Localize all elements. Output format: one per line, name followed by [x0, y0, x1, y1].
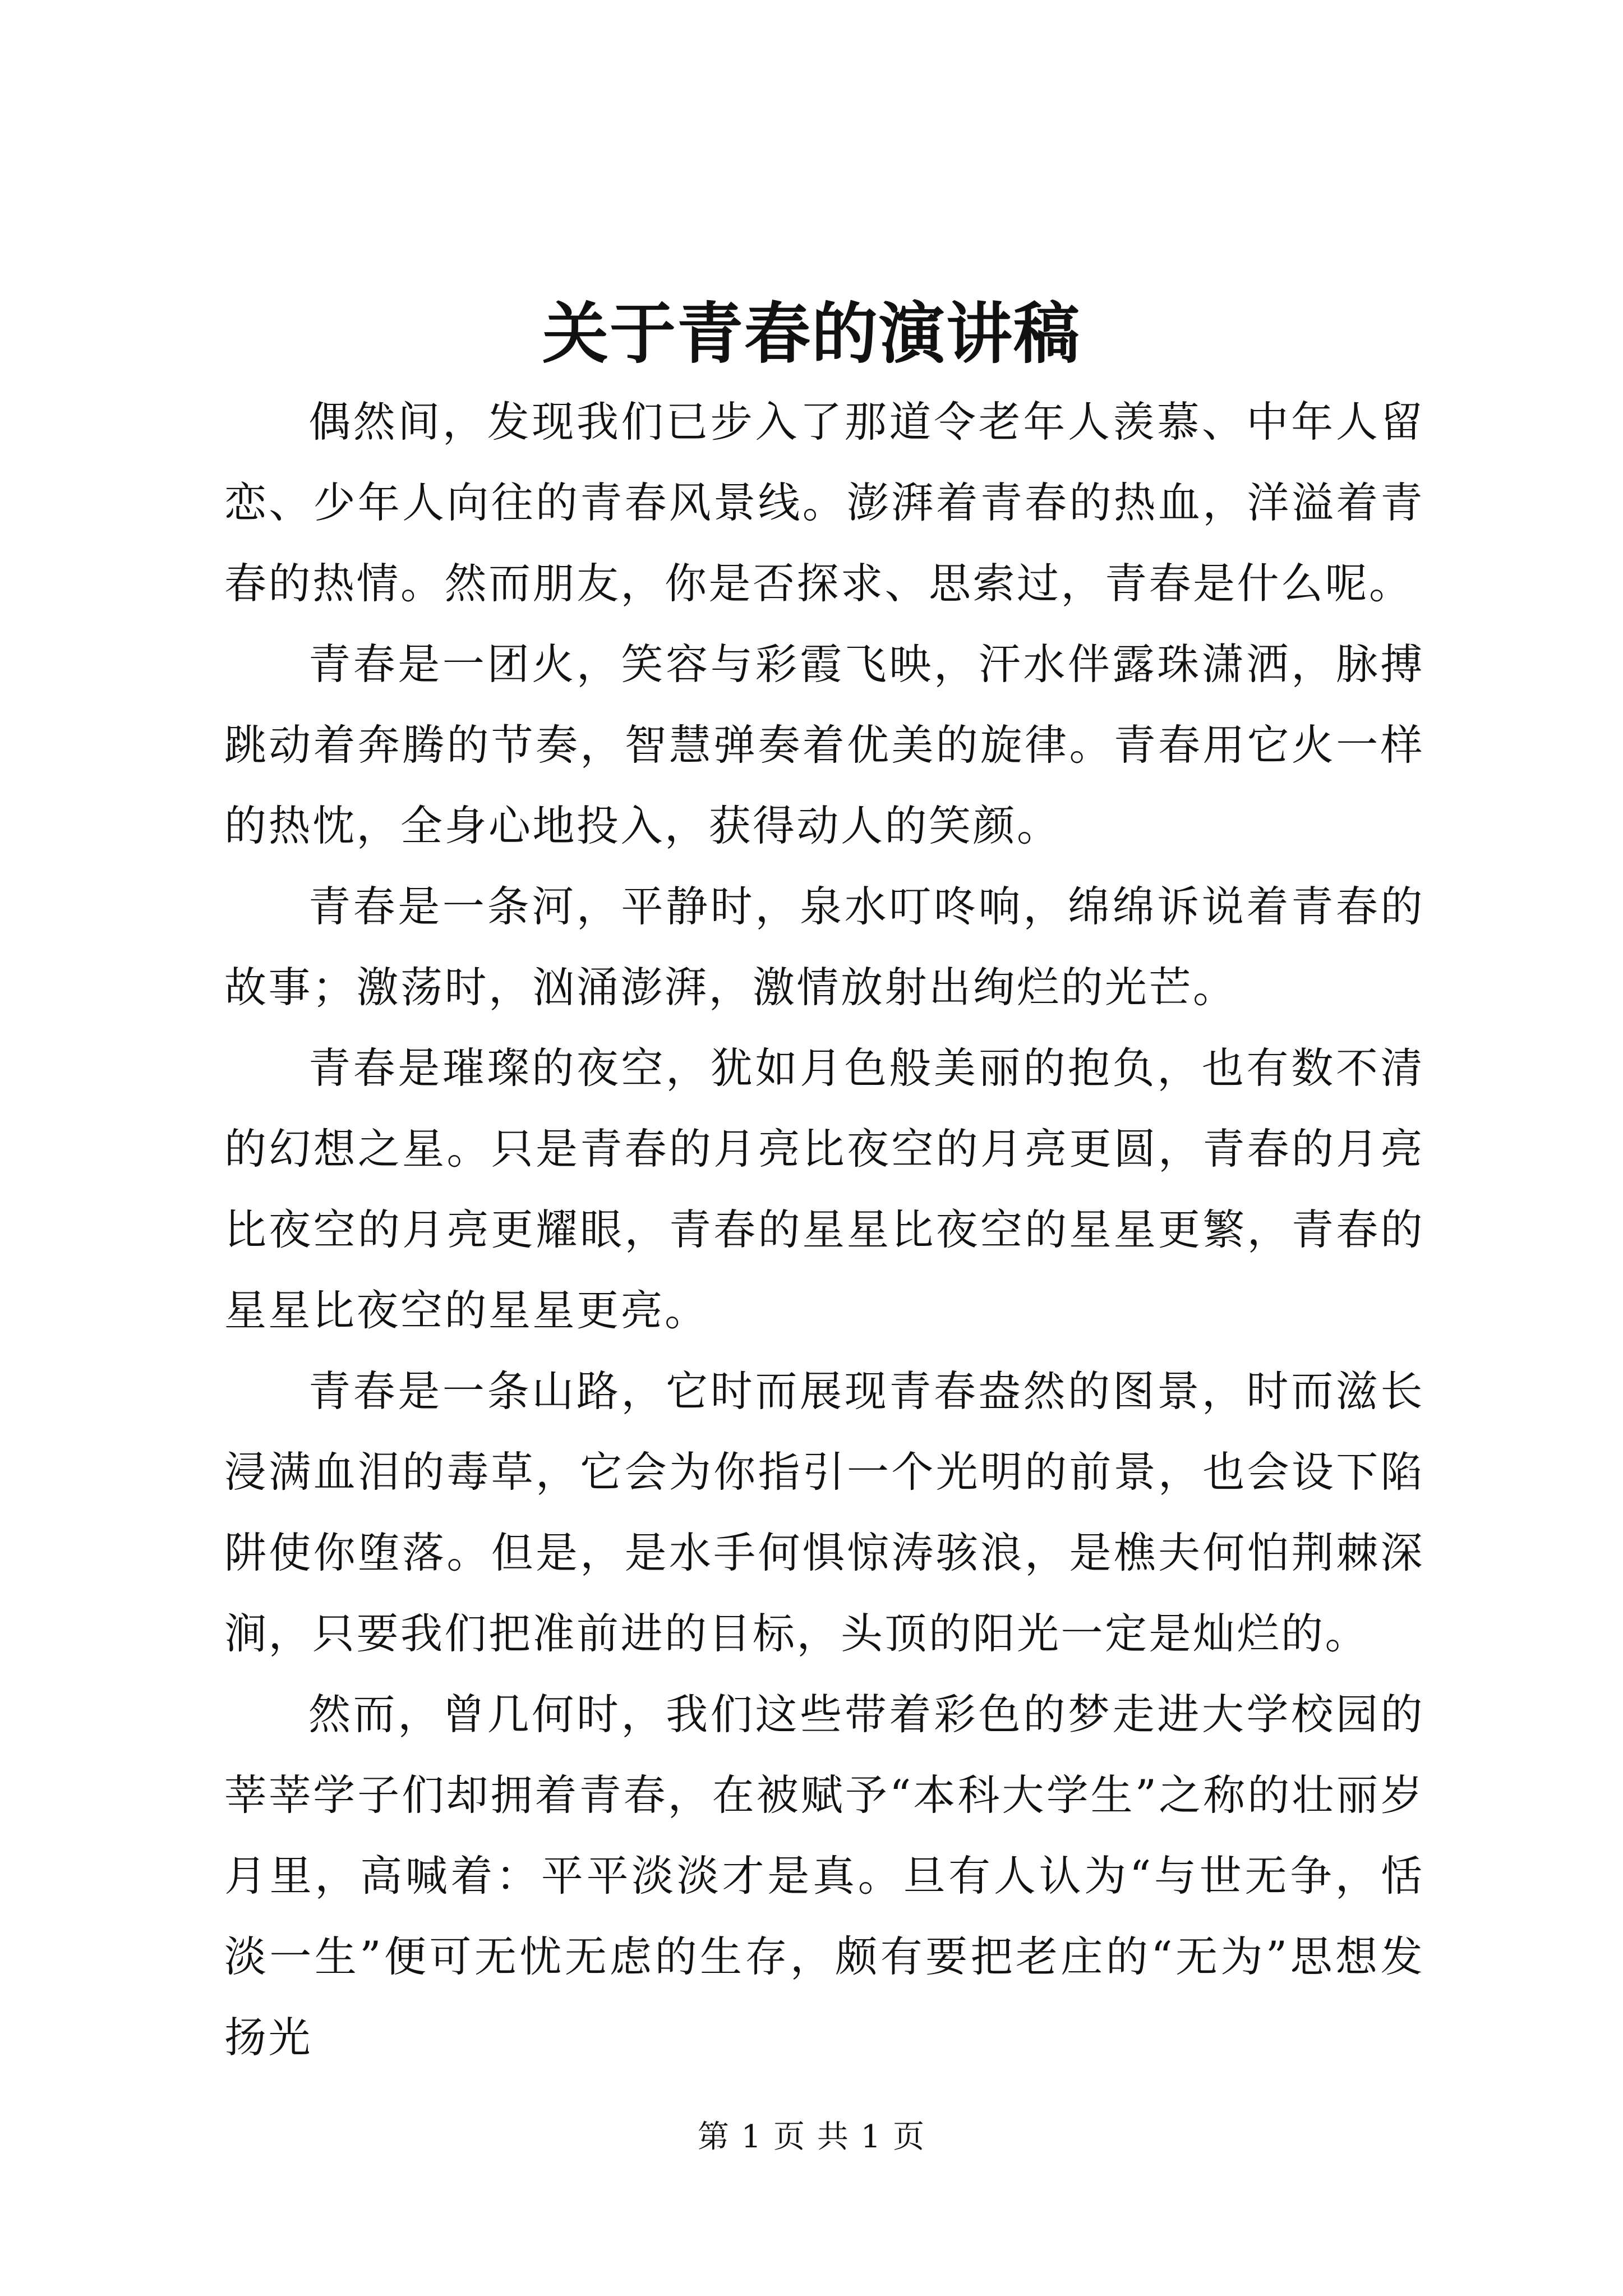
paragraph-1: 偶然间，发现我们已步入了那道令老年人羡慕、中年人留恋、少年人向往的青春风景线。澎湃着青春的热血，洋溢着青春的热情。然而朋友，你是否探求、思索过，青春是什么呢。 [224, 397, 1424, 608]
paragraph-4: 青春是璀璨的夜空，犹如月色般美丽的抱负，也有数不清的幻想之星。只是青春的月亮比夜空的月亮更圆，青春的月亮比夜空的月亮更耀眼，青春的星星比夜空的星星更繁，青春的星星比夜空的星星更亮。 [224, 1043, 1424, 1335]
paragraph-3: 青春是一条河，平静时，泉水叮咚响，绵绵诉说着青春的故事；激荡时，汹涌澎湃，激情放射出绚烂的光芒。 [224, 882, 1424, 1012]
document-title: 关于青春的演讲稿 [542, 295, 1081, 372]
paragraph-5: 青春是一条山路，它时而展现青春盎然的图景，时而滋长浸满血泪的毒草，它会为你指引一个光明的前景，也会设下陷阱使你堕落。但是，是水手何惧惊涛骇浪，是樵夫何怕荆棘深涧，只要我们把准前进的目标，头顶的阳光一定是灿烂的。 [224, 1366, 1424, 1658]
page-footer: 第 1 页 共 1 页 [697, 2119, 926, 2155]
paragraph-6: 然而，曾几何时，我们这些带着彩色的梦走进大学校园的莘莘学子们却拥着青春，在被赋予“本科大学生”之称的壮丽岁月里，高喊着：平平淡淡才是真。旦有人认为“与世无争，恬淡一生”便可无忧无虑的生存，颇有要把老庄的“无为”思想发扬光 [224, 1690, 1424, 2062]
document-body [224, 381, 1424, 2078]
paragraph-2: 青春是一团火，笑容与彩霞飞映，汗水伴露珠潇洒，脉搏跳动着奔腾的节奏，智慧弹奏着优美的旋律。青春用它火一样的热忱，全身心地投入，获得动人的笑颜。 [224, 639, 1424, 850]
